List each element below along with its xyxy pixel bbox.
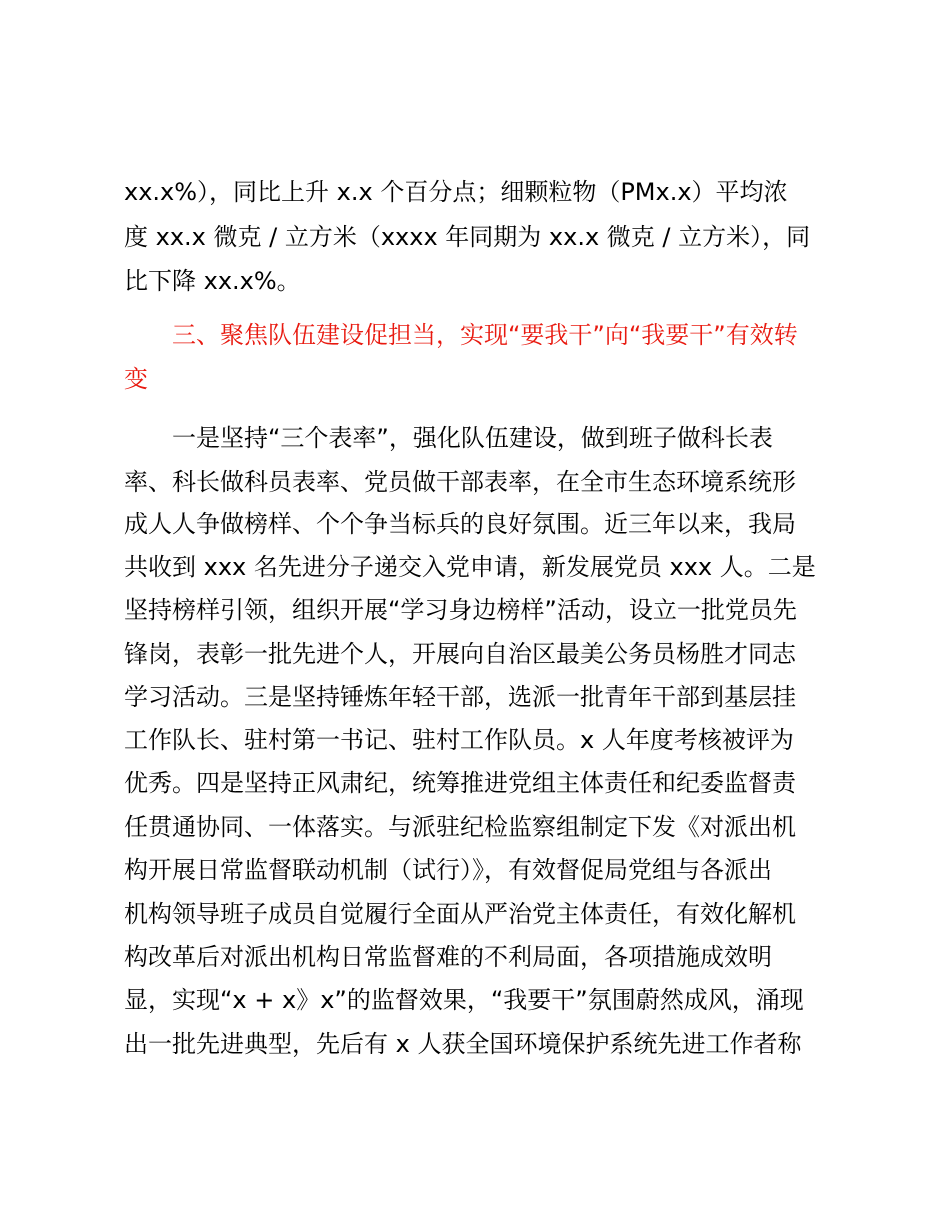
section-heading-continued: 变 <box>124 365 148 393</box>
body-line: 优秀。四是坚持正风肃纪，统筹推进党组主体责任和纪委监督责 <box>124 769 796 797</box>
body-line: 任贯通协同、一体落实。与派驻纪检监察组制定下发《对派出机 <box>124 813 796 841</box>
section-heading: 三、聚焦队伍建设促担当，实现“要我干”向“我要干”有效转 <box>172 321 798 349</box>
body-line: 锋岗，表彰一批先进个人，开展向自治区最美公务员杨胜才同志 <box>124 640 796 668</box>
body-line: 成人人争做榜样、个个争当标兵的良好氛围。近三年以来，我局 <box>124 510 796 538</box>
body-line: 构开展日常监督联动机制（试行）》，有效督促局党组与各派出 <box>124 856 772 884</box>
body-line: 共收到 xxx 名先进分子递交入党申请，新发展党员 xxx 人。二是 <box>124 553 816 581</box>
body-line: 显，实现“x + x》x”的监督效果，“我要干”氛围蔚然成风，涌现 <box>124 986 804 1014</box>
body-line: 出一批先进典型，先后有 x 人获全国环境保护系统先进工作者称 <box>124 1030 802 1058</box>
body-line: 工作队长、驻村第一书记、驻村工作队员。x 人年度考核被评为 <box>124 726 794 754</box>
body-line: 一是坚持“三个表率”，强化队伍建设，做到班子做科长表 <box>172 424 773 452</box>
body-line: 比下降 xx.x%。 <box>124 267 301 295</box>
body-line: 机构领导班子成员自觉履行全面从严治党主体责任，有效化解机 <box>124 900 796 928</box>
body-line: 构改革后对派出机构日常监督难的不利局面，各项措施成效明 <box>124 943 772 971</box>
body-line: 学习活动。三是坚持锤炼年轻干部，选派一批青年干部到基层挂 <box>124 683 796 711</box>
body-line: xx.x%），同比上升 x.x 个百分点；细颗粒物（PMx.x）平均浓 <box>124 178 788 206</box>
body-line: 坚持榜样引领，组织开展“学习身边榜样”活动，设立一批党员先 <box>124 596 797 624</box>
body-line: 率、科长做科员表率、党员做干部表率，在全市生态环境系统形 <box>124 468 796 496</box>
body-line: 度 xx.x 微克 / 立方米（xxxx 年同期为 xx.x 微克 / 立方米），同 <box>124 223 811 251</box>
